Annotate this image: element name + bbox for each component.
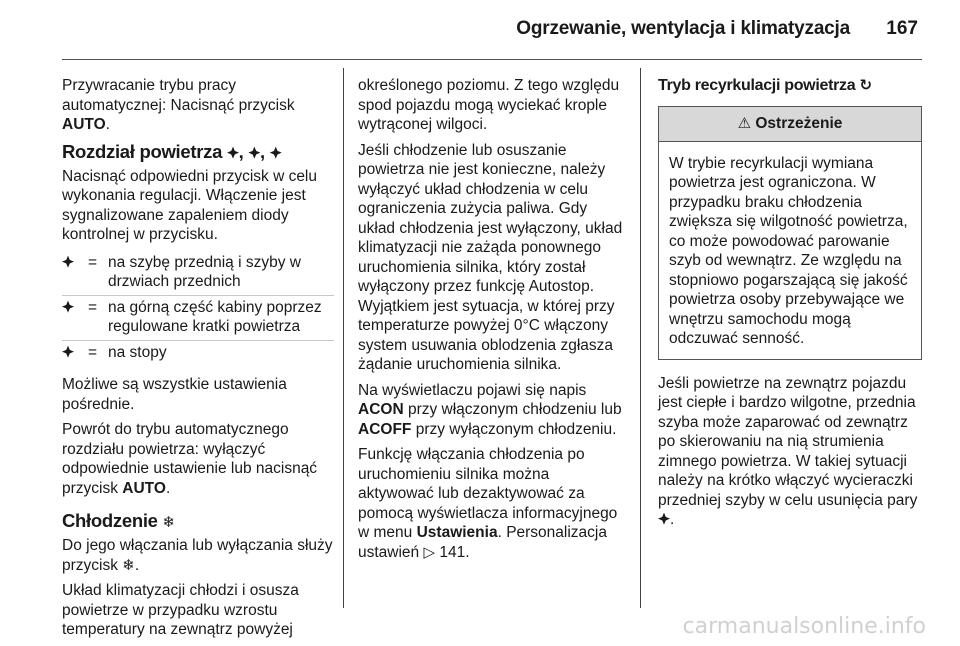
fogging-text: Jeśli powietrze na zewnątrz pojazdu jest ciepłe i bardzo wilgotne, przednia szyba może zaparować od zewnątrz po skierowaniu na nią strumienia zimnego powietrza. W takiej sytuacji należy na krótko włączyć wycieraczki przedniej szyby w celu usunięcia pary 🟆. (658, 374, 918, 528)
air-distribution-list (62, 251, 334, 366)
display-status-text: Na wyświetlaczu pojawi się napis ACON przy włączonym chłodzeniu lub ACOFF przy wyłączonym chłodzeniu. (358, 381, 622, 438)
page-header (0, 0, 960, 62)
column-2 (358, 76, 624, 568)
footwell-airflow-icon: 🟆 (62, 343, 75, 361)
page-reference: 141. (439, 543, 470, 561)
cooling-description: Układ klimatyzacji chłodzi i osusza powietrze w przypadku wzrostu temperatury na zewnątrz powyżej (62, 582, 299, 638)
warning-text: W trybie recyrkulacji wymiana powietrza jest ograniczona. W przypadku braku chłodzenia zwiększa się wilgotność powietrza, co może powodować parowanie szyb od wewnątrz. Ze względu na stopniowo pogarszającą się jakość powietrza osoby przebywające we wnętrzu samochodu mogą odczuwać senność. (669, 154, 908, 347)
air-distribution-text: Nacisnąć odpowiedni przycisk w celu wykonania regulacji. Włączenie jest sygnalizowane zapaleniem diody kontrolnej w przycisku. (62, 167, 318, 243)
column-divider (640, 68, 641, 608)
page-reference-icon: ▷ (423, 543, 436, 561)
cooling-off-text: Jeśli chłodzenie lub osuszanie powietrza nie jest konieczne, należy wyłączyć układ chłodzenia w celu ograniczenia zużycia paliwa. Gdy układ chłodzenia jest wyłączony, układ klimatyzacji nie zażąda ponownego uruchomienia silnika, który został wyłączony przez funkcję Autostop. Wyjątkiem jest sytuacja, w której przy temperaturze powyżej 0°C włączony system usuwania oblodzenia zgłasza żądanie uruchomienia silnika. (358, 141, 623, 373)
warning-box (658, 106, 922, 360)
page-number: 167 (886, 18, 918, 39)
list-item: 🟆 = na górną część kabiny poprzez regulowane kratki powietrza (62, 296, 334, 341)
windscreen-airflow-icon: 🟆 (658, 511, 671, 528)
warning-triangle-icon: ⚠ (737, 114, 752, 132)
windscreen-airflow-icon: 🟆 (62, 253, 75, 271)
column-divider (343, 68, 344, 608)
auto-return-paragraph: Powrót do trybu automatycznego rozdziału powietrza: wyłączyć odpowiednie ustawienie lub nacisnąć przycisk AUTO. (62, 421, 318, 497)
recirculation-heading: Tryb recyrkulacji powietrza ↻ (658, 77, 872, 94)
warning-header: ⚠ Ostrzeżenie (659, 107, 921, 142)
acoff-label: ACOFF (358, 420, 412, 438)
auto-restore-paragraph: Przywracanie trybu pracy automatycznej: Nacisnąć przycisk AUTO. (62, 77, 295, 133)
column-1 (62, 76, 334, 646)
page-title: Ogrzewanie, wentylacja i klimatyzacja (516, 18, 850, 39)
header-rule (62, 59, 922, 60)
snowflake-icon: ❄ (122, 556, 135, 574)
auto-label: AUTO (62, 116, 106, 133)
recirculation-icon: ↻ (859, 77, 872, 94)
acon-label: ACON (358, 401, 404, 418)
auto-label: AUTO (122, 479, 166, 497)
cooling-button-text: Do jego włączania lub wyłączania służy przycisk ❄. (62, 537, 333, 574)
upper-airflow-icon: 🟆 (248, 144, 261, 162)
column-3 (658, 76, 922, 536)
cooling-heading: Chłodzenie ❄ (62, 510, 334, 534)
settings-menu-label: Ustawienia (416, 524, 498, 541)
list-item: 🟆 = na stopy (62, 343, 167, 361)
moisture-text: określonego poziomu. Z tego względu spod pojazdu mogą wyciekać krople wytrąconej wilgoci. (358, 77, 620, 133)
footwell-airflow-icon: 🟆 (269, 144, 282, 162)
settings-menu-text: Funkcję włączania chłodzenia po uruchomieniu silnika można aktywować lub dezaktywować za pomocą wyświetlacza informacyjnego w menu Ustawienia. Personalizacja ustawień ▷ 141. (358, 446, 618, 561)
air-distribution-heading: Rozdział powietrza 🟆, 🟆, 🟆 (62, 141, 334, 165)
list-item: 🟆 = na szybę przednią i szyby w drzwiach przednich (62, 251, 334, 296)
windscreen-airflow-icon: 🟆 (226, 144, 239, 162)
upper-airflow-icon: 🟆 (62, 298, 75, 316)
watermark: carmanualsonline.info (682, 614, 926, 639)
snowflake-icon: ❄ (162, 514, 175, 531)
intermediate-settings-text: Możliwe są wszystkie ustawienia pośrednie. (62, 376, 287, 413)
